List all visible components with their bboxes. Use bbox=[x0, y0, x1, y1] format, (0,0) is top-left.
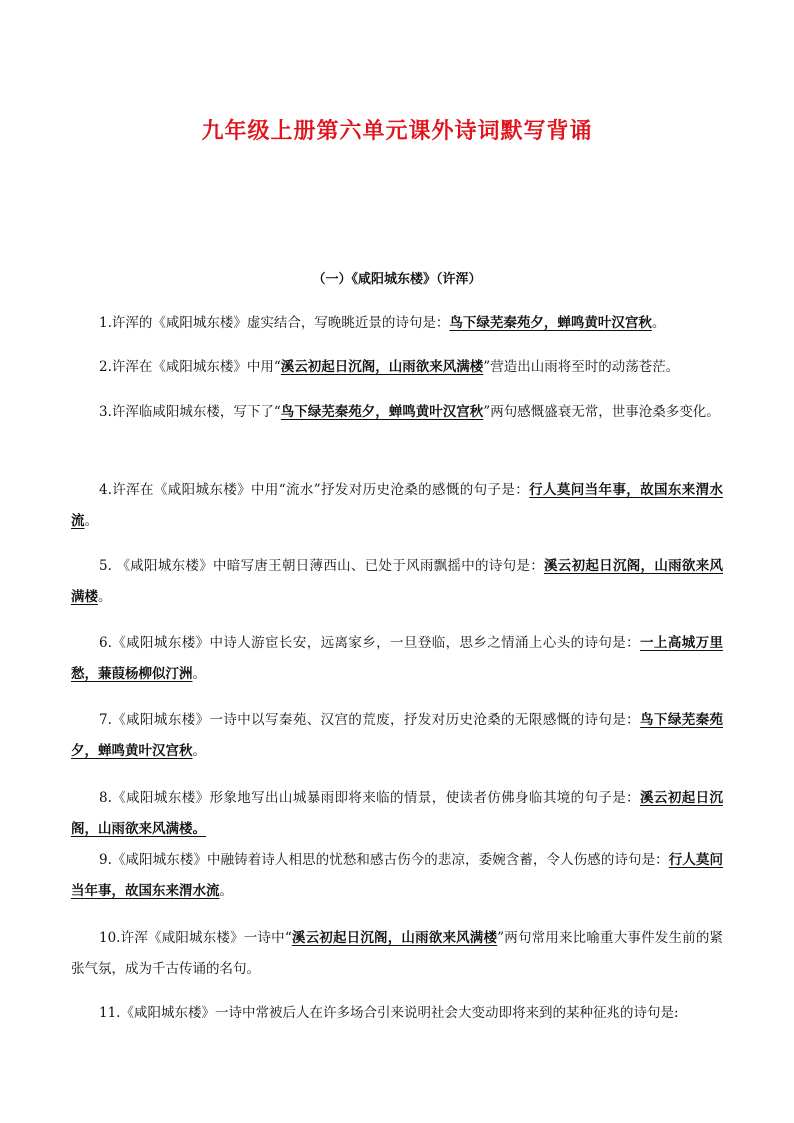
question-text: 4.许浑在《咸阳城东楼》中用“流水”抒发对历史沧桑的感慨的句子是： bbox=[99, 482, 530, 498]
question-text: 11.《咸阳城东楼》一诗中常被后人在许多场合引来说明社会大变动即将来到的某种征兆的诗句是: bbox=[99, 1005, 679, 1021]
question-text-tail: 。 bbox=[219, 883, 233, 899]
answer-text: 行人莫问当年事，故国东来渭水流 bbox=[71, 852, 723, 899]
question-item bbox=[71, 551, 723, 613]
answer-text: 鸟下绿芜秦苑夕，蝉鸣黄叶汉宫秋 bbox=[449, 315, 652, 331]
question-text-tail: ”两句感慨盛衰无常，世事沧桑多变化。 bbox=[483, 404, 720, 420]
question-text-tail: 。 bbox=[651, 315, 666, 331]
answer-text: 溪云初起日沉阁，山雨欲来风满楼 bbox=[280, 359, 484, 375]
question-text-tail: ”营造出山雨将至时的动荡苍茫。 bbox=[483, 359, 680, 375]
page-title: 九年级上册第六单元课外诗词默写背诵 bbox=[201, 119, 593, 144]
question-text: 9.《咸阳城东楼》中融铸着诗人相思的忧愁和感古伤今的悲凉，委婉含蓄，令人伤感的诗句是： bbox=[99, 852, 669, 868]
section-heading: （一）《咸阳城东楼》（许浑） bbox=[312, 272, 482, 287]
question-text: 5. 《咸阳城东楼》中暗写唐王朝日薄西山、已处于风雨飘摇中的诗句是： bbox=[99, 558, 544, 574]
question-item bbox=[71, 845, 723, 907]
question-text: 1.许浑的《咸阳城东楼》虚实结合，写晚眺近景的诗句是： bbox=[99, 315, 450, 331]
question-text-tail: 。 bbox=[84, 513, 98, 529]
question-item bbox=[71, 352, 723, 383]
question-item bbox=[71, 705, 723, 767]
answer-text: 一上高城万里愁，蒹葭杨柳似汀洲 bbox=[71, 635, 723, 682]
question-item bbox=[71, 308, 723, 339]
answer-text: 鸟下绿芜秦苑夕，蝉鸣黄叶汉宫秋 bbox=[280, 404, 484, 420]
question-text: 2.许浑在《咸阳城东楼》中用“ bbox=[99, 359, 281, 375]
question-item bbox=[71, 397, 723, 428]
question-text-tail: 。 bbox=[192, 666, 206, 682]
question-text: 6.《咸阳城东楼》中诗人游宦长安，远离家乡，一旦登临，思乡之情涌上心头的诗句是： bbox=[99, 635, 641, 651]
answer-text: 鸟下绿芜秦苑夕，蝉鸣黄叶汉宫秋 bbox=[71, 712, 723, 759]
answer-text: 行人莫问当年事，故国东来渭水流 bbox=[71, 482, 723, 529]
question-text: 7.《咸阳城东楼》一诗中以写秦苑、汉宫的荒废，抒发对历史沧桑的无限感慨的诗句是： bbox=[99, 712, 641, 728]
question-text-tail: 。 bbox=[192, 743, 206, 759]
question-text: 3.许浑临咸阳城东楼，写下了“ bbox=[99, 404, 281, 420]
question-item bbox=[71, 998, 723, 1029]
answer-text: 溪云初起日沉阁，山雨欲来风满楼。 bbox=[71, 790, 723, 837]
question-item bbox=[71, 923, 723, 985]
question-text: 8.《咸阳城东楼》形象地写出山城暴雨即将来临的情景，使读者仿佛身临其境的句子是： bbox=[99, 790, 641, 806]
question-text: 10.许浑《咸阳城东楼》一诗中“ bbox=[99, 930, 292, 946]
answer-text: 溪云初起日沉阁，山雨欲来风满楼 bbox=[291, 930, 498, 946]
question-item bbox=[71, 628, 723, 690]
question-item bbox=[71, 783, 723, 845]
answer-text: 溪云初起日沉阁，山雨欲来风满楼 bbox=[71, 558, 723, 605]
question-text-tail: 。 bbox=[98, 589, 112, 605]
question-item bbox=[71, 475, 723, 537]
question-text-tail: ”两句常用来比喻重大事件发生前的紧张气氛，成为千古传诵的名句。 bbox=[71, 930, 723, 977]
